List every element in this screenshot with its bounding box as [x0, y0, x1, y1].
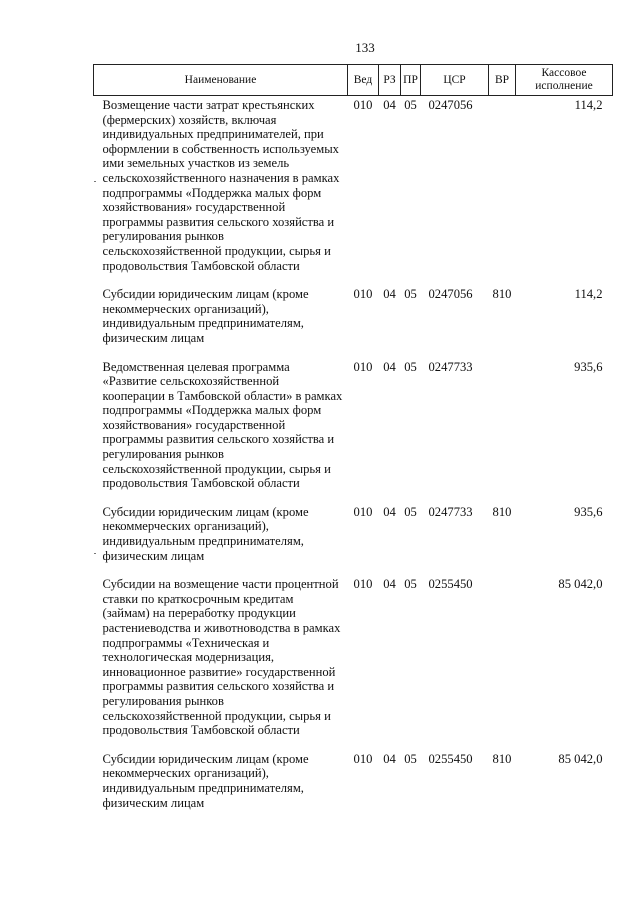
row-csr: 0247056 [428, 98, 473, 112]
row-rz: 04 [383, 359, 396, 374]
table-row [94, 285, 613, 357]
row-ved: 010 [353, 359, 373, 374]
header-csr: ЦСР [421, 65, 489, 96]
row-pr: 05 [404, 751, 417, 766]
header-name: Наименование [94, 65, 348, 96]
table-row [94, 358, 613, 503]
row-amount: 85 042,0 [558, 577, 603, 592]
row-rz: 04 [383, 504, 396, 519]
header-vr: ВР [489, 65, 516, 96]
row-ved: 010 [353, 504, 373, 519]
row-pr: 05 [404, 287, 417, 302]
row-name: Субсидии юридическим лицам (кроме некоммерческих организаций), индивидуальным предпринимателям, физическим лицам [102, 751, 309, 810]
row-csr: 0247733 [428, 504, 473, 519]
row-name: Субсидии на возмещение части процентной ставки по краткосрочным кредитам (займам) на переработку продукции растениеводства и животноводства в рамках подпрограммы «Техническая и технологическая модернизация, инновационное развитие» государственной программы развития сельского хозяйства и регулирования рынков сельскохозяйственной продукции, сырья и продовольствия Тамбовской области [102, 577, 341, 738]
row-name: Субсидии юридическим лицам (кроме некоммерческих организаций), индивидуальным предпринимателям, физическим лицам [102, 504, 309, 563]
row-csr: 0255450 [428, 577, 473, 592]
table-header [94, 65, 613, 96]
row-ved: 010 [353, 751, 373, 766]
row-pr: 05 [404, 98, 417, 112]
header-ved: Вед [348, 65, 379, 96]
row-name: Возмещение части затрат крестьянских (фермерских) хозяйств, включая индивидуальных предпринимателей, при оформлении в собственность используемых ими земельных участков из земель сельскохозяйственного назначения в рамках подпрограммы «Поддержка малых форм хозяйствования» государственной программы развития сельского хозяйства и регулирования рынков сельскохозяйственной продукции, сырья и продовольствия Тамбовской области [102, 98, 340, 273]
row-pr: 05 [404, 577, 417, 592]
row-csr: 0247056 [428, 287, 473, 302]
row-pr: 05 [404, 504, 417, 519]
row-name: Ведомственная целевая программа «Развитие сельскохозяйственной кооперации в Тамбовской области» в рамках подпрограммы «Поддержка малых форм хозяйствования» государственной программы развития сельского хозяйства и регулирования рынков сельскохозяйственной продукции, сырья и продовольствия Тамбовской области [102, 359, 343, 491]
row-vr [489, 358, 516, 503]
row-amount: 114,2 [574, 287, 603, 302]
row-ved: 010 [353, 287, 373, 302]
table-row [94, 575, 613, 750]
row-csr: 0255450 [428, 751, 473, 766]
table-row [94, 96, 613, 286]
row-vr [489, 575, 516, 750]
row-csr: 0247733 [428, 359, 473, 374]
table-row [94, 503, 613, 575]
row-ved: 010 [353, 577, 373, 592]
row-rz: 04 [383, 287, 396, 302]
row-amount: 935,6 [574, 359, 603, 374]
row-amount: 85 042,0 [558, 751, 603, 766]
row-vr: 810 [492, 504, 512, 519]
header-pr: ПР [401, 65, 421, 96]
row-ved: 010 [353, 98, 373, 112]
row-vr: 810 [492, 287, 512, 302]
row-vr: 810 [492, 751, 512, 766]
page-number: 133 [355, 40, 375, 55]
row-rz: 04 [383, 577, 396, 592]
table-row [94, 750, 613, 822]
row-name: Субсидии юридическим лицам (кроме некоммерческих организаций), индивидуальным предпринимателям, физическим лицам [102, 287, 309, 345]
row-rz: 04 [383, 98, 396, 112]
table-body [94, 96, 613, 823]
row-rz: 04 [383, 751, 396, 766]
row-vr [489, 96, 516, 286]
row-pr: 05 [404, 359, 417, 374]
budget-table [93, 64, 613, 822]
row-amount: 935,6 [574, 504, 603, 519]
row-amount: 114,2 [574, 98, 603, 112]
header-amount: Кассовое исполнение [516, 65, 613, 96]
header-rz: РЗ [379, 65, 401, 96]
